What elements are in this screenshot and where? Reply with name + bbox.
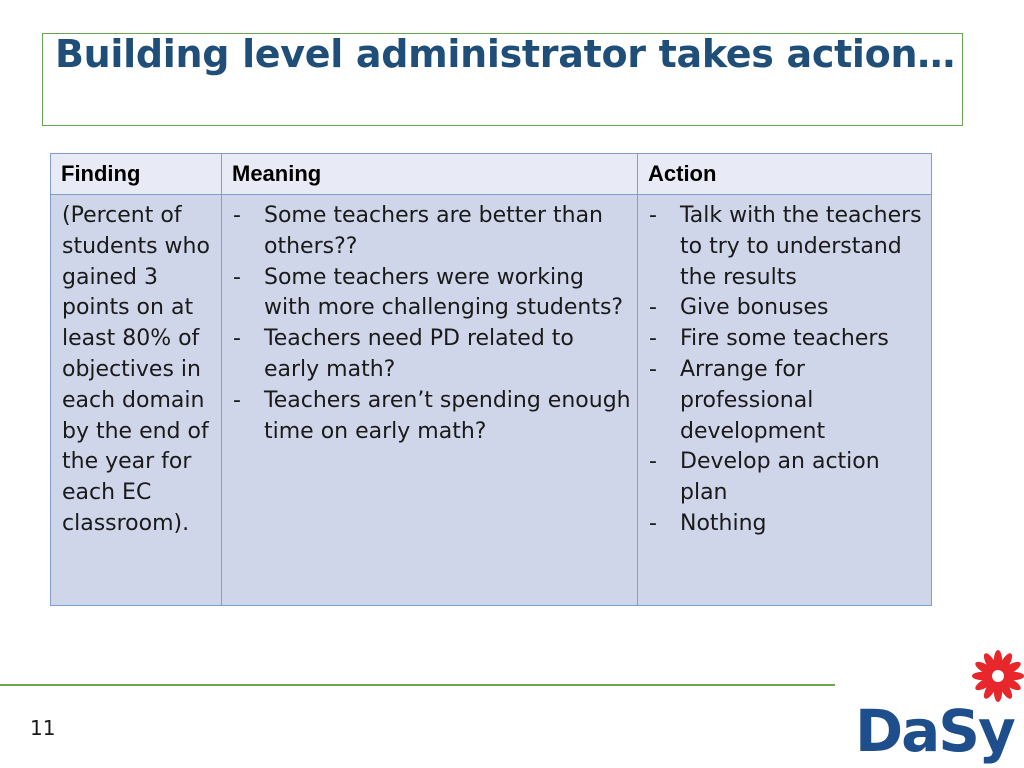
action-cell	[638, 195, 932, 606]
list-item: - Teachers aren’t spending enough time on early math?	[233, 387, 631, 444]
page-number: 11	[30, 716, 56, 740]
table-header-row	[51, 154, 932, 195]
footer-divider	[0, 684, 835, 686]
meaning-list	[222, 195, 637, 447]
list-item: - Some teachers were working with more challenging students?	[233, 264, 624, 321]
logo-wordmark: DaSy	[855, 697, 1014, 765]
list-item: - Some teachers are better than others??	[233, 203, 603, 259]
list-item: - Arrange for professional development	[649, 356, 826, 444]
dasy-logo	[852, 640, 1024, 768]
header-meaning: Meaning	[222, 154, 638, 195]
slide-title: Building level administrator takes action…	[55, 32, 955, 76]
list-item: - Teachers need PD related to early math?	[233, 326, 574, 382]
list-item: - Fire some teachers	[649, 326, 889, 352]
list-item: - Nothing	[649, 510, 767, 536]
finding-cell	[51, 195, 222, 606]
title-box	[42, 33, 963, 126]
finding-text: (Percent of students who gained 3 points on at least 80% of objectives in each domain by the end of the year for each EC classroom).	[62, 203, 210, 536]
header-action: Action	[638, 154, 932, 195]
list-item: - Develop an action plan	[649, 449, 880, 506]
header-finding: Finding	[51, 154, 222, 195]
list-item: - Talk with the teachers to try to understand the results	[649, 203, 922, 290]
table-row	[51, 195, 932, 606]
findings-table	[50, 153, 932, 606]
list-item: - Give bonuses	[649, 295, 829, 321]
meaning-cell	[222, 195, 638, 606]
action-list	[638, 195, 931, 540]
flower-icon	[972, 650, 1024, 702]
flower-center	[992, 670, 1004, 682]
